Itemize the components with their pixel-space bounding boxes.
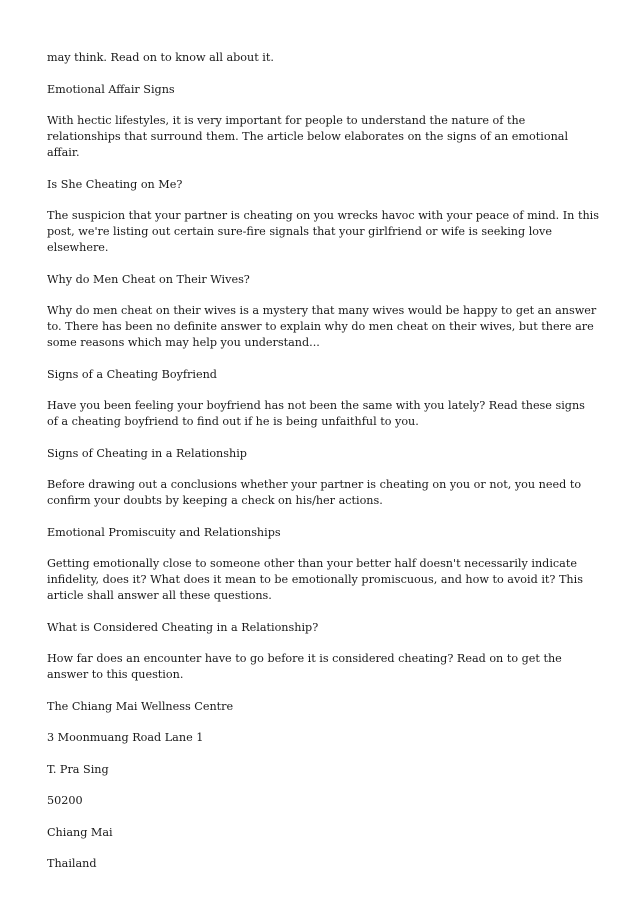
address-country: Thailand bbox=[47, 857, 97, 870]
paragraph-why-men-cheat: Why do men cheat on their wives is a mystery that many wives would be happy to get an answer to. There has been no definite answer to explain why do men cheat on their wives, but there are some reasons which may help you understand... bbox=[47, 304, 597, 349]
paragraph-intro-tail: may think. Read on to know all about it. bbox=[47, 51, 274, 64]
paragraph-considered-cheating: How far does an encounter have to go before it is considered cheating? Read on to get the answer to this question. bbox=[47, 652, 562, 681]
document-body bbox=[47, 50, 599, 888]
paragraph-cheating-relationship: Before drawing out a conclusions whether your partner is cheating on you or not, you need to confirm your doubts by keeping a check on his/her actions. bbox=[47, 478, 582, 507]
link-emotional-promiscuity: Emotional Promiscuity and Relationships bbox=[47, 525, 281, 539]
address-district: T. Pra Sing bbox=[47, 762, 109, 776]
link-cheating-relationship: Signs of Cheating in a Relationship bbox=[47, 446, 247, 460]
link-why-men-cheat: Why do Men Cheat on Their Wives? bbox=[47, 272, 250, 286]
link-considered-cheating: What is Considered Cheating in a Relationship? bbox=[47, 620, 319, 634]
address-city: Chiang Mai bbox=[47, 825, 113, 839]
paragraph-emotional-promiscuity: Getting emotionally close to someone other than your better half doesn't necessarily indicate infidelity, does it? What does it mean to be emotionally promiscuous, and how to avoid it? This article shall answer all these questions. bbox=[47, 557, 583, 602]
link-is-she-cheating: Is She Cheating on Me? bbox=[47, 177, 183, 191]
paragraph-is-she-cheating: The suspicion that your partner is cheating on you wrecks havoc with your peace of mind. In this post, we're listing out certain sure-fire signals that your girlfriend or wife is seeking love elsewhere. bbox=[47, 209, 599, 254]
address-postcode: 50200 bbox=[47, 794, 83, 807]
paragraph-cheating-boyfriend: Have you been feeling your boyfriend has not been the same with you lately? Read these signs of a cheating boyfriend to find out if he is being unfaithful to you. bbox=[47, 399, 585, 428]
link-cheating-boyfriend: Signs of a Cheating Boyfriend bbox=[47, 367, 217, 381]
paragraph-emotional-affair-signs: With hectic lifestyles, it is very important for people to understand the nature of the relationships that surround them. The article below elaborates on the signs of an emotional affair. bbox=[47, 114, 569, 159]
address-street: 3 Moonmuang Road Lane 1 bbox=[47, 731, 204, 744]
link-emotional-affair-signs: Emotional Affair Signs bbox=[47, 82, 175, 96]
address-business-name: The Chiang Mai Wellness Centre bbox=[47, 699, 234, 713]
